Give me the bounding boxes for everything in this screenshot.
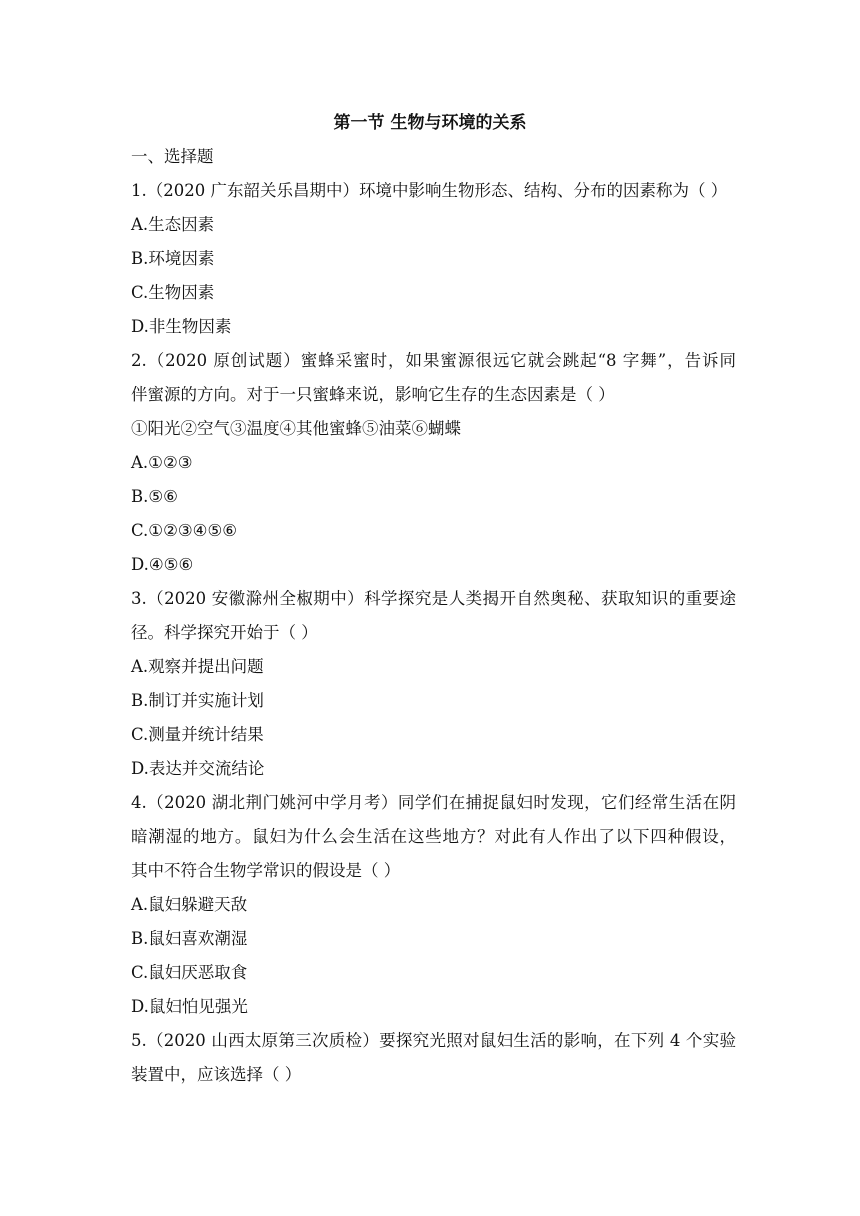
question-2-stem-line-3: ①阳光②空气③温度④其他蜜蜂⑤油菜⑥蝴蝶 — [131, 419, 461, 438]
question-1-option-c: C.生物因素 — [131, 283, 215, 302]
question-4-option-b: B.鼠妇喜欢潮湿 — [131, 929, 248, 948]
question-2-option-c: C.①②③④⑤⑥ — [131, 521, 238, 540]
question-3-stem-line-1: 3.（2020 安徽滁州全椒期中）科学探究是人类揭开自然奥秘、获取知识的重要途 — [131, 589, 736, 608]
question-4-option-d: D.鼠妇怕见强光 — [131, 997, 248, 1016]
question-5-stem-line-1: 5.（2020 山西太原第三次质检）要探究光照对鼠妇生活的影响，在下列 4 个实验 — [131, 1031, 736, 1050]
question-2-option-b: B.⑤⑥ — [131, 487, 178, 506]
question-4-stem-line-1: 4.（2020 湖北荆门姚河中学月考）同学们在捕捉鼠妇时发现，它们经常生活在阴 — [131, 793, 736, 812]
question-1-option-d: D.非生物因素 — [131, 317, 232, 336]
question-2-stem-line-1: 2.（2020 原创试题）蜜蜂采蜜时，如果蜜源很远它就会跳起“8 字舞”，告诉同 — [131, 351, 736, 370]
question-2-option-d: D.④⑤⑥ — [131, 555, 194, 574]
question-3-option-b: B.制订并实施计划 — [131, 691, 264, 710]
question-4-option-a: A.鼠妇躲避天敌 — [131, 895, 248, 914]
question-1-stem: 1.（2020 广东韶关乐昌期中）环境中影响生物形态、结构、分布的因素称为（ ） — [131, 181, 728, 200]
question-3-option-c: C.测量并统计结果 — [131, 725, 264, 744]
question-3-option-d: D.表达并交流结论 — [131, 759, 265, 778]
question-2-option-a: A.①②③ — [131, 453, 193, 472]
question-4-stem-line-2: 暗潮湿的地方。鼠妇为什么会生活在这些地方？对此有人作出了以下四种假设， — [131, 827, 736, 846]
question-4-stem-line-3: 其中不符合生物学常识的假设是（ ） — [131, 861, 401, 880]
document-title: 第一节 生物与环境的关系 — [333, 113, 527, 133]
question-1-option-b: B.环境因素 — [131, 249, 215, 268]
section-heading: 一、选择题 — [131, 147, 214, 166]
question-4-option-c: C.鼠妇厌恶取食 — [131, 963, 248, 982]
question-5-stem-line-2: 装置中，应该选择（ ） — [131, 1065, 302, 1084]
question-1-option-a: A.生态因素 — [131, 215, 215, 234]
document-body — [131, 140, 736, 1092]
question-3-option-a: A.观察并提出问题 — [131, 657, 264, 676]
question-2-stem-line-2: 伴蜜源的方向。对于一只蜜蜂来说，影响它生存的生态因素是（ ） — [131, 385, 615, 404]
question-3-stem-line-2: 径。科学探究开始于（ ） — [131, 623, 318, 642]
